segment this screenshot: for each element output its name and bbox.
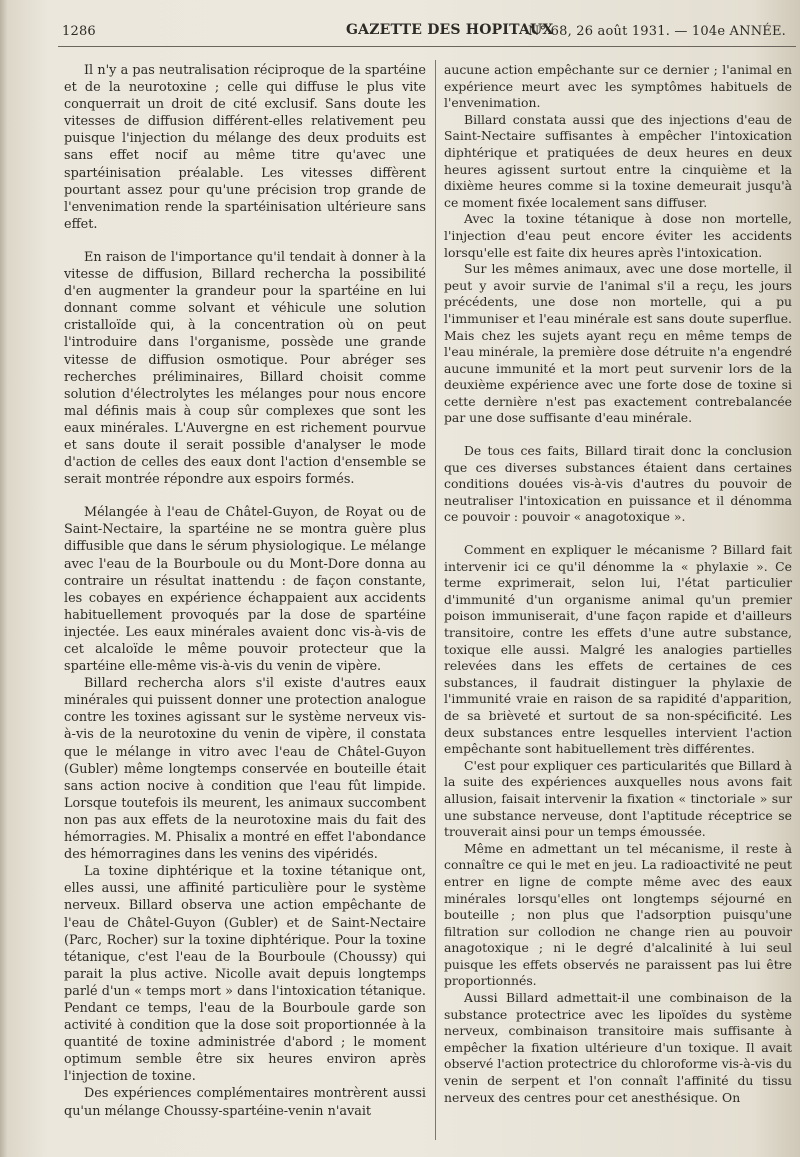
paragraph: Aussi Billard admettait-il une combinaison de la substance protectrice avec les lipoïdes du système nerveux, combinaison transitoire mais suffisante à empêcher la fixation ultérieure d'un toxique. Il avait observé l'action protectrice du chloroforme vis-à-vis du venin de serpent et l'on connaît l'affinité du tissu nerveux des centres pour cet anesthésique. On <box>444 990 792 1105</box>
header-rule <box>58 46 796 47</box>
page-number: 1286 <box>62 24 96 39</box>
paragraph: Mélangée à l'eau de Châtel-Guyon, de Royat ou de Saint-Nectaire, la spartéine ne se montra guère plus diffusible que dans le sérum physiologique. Le mélange avec l'eau de la Bourboule ou du Mont-Dore donna au contraire un résultat inattendu : de façon constante, les cobayes en expérience échappaient aux accidents habituellement provoqués par la dose de spartéine injectée. Les eaux minérales avaient donc vis-à-vis de cet alcaloïde le même pouvoir protecteur que la spartéine elle-même vis-à-vis du venin de vipère. <box>64 505 426 675</box>
paragraph: En raison de l'importance qu'il tendait à donner à la vitesse de diffusion, Billard rechercha la possibilité d'en augmenter la grandeur pour la spartéine en lui donnant comme solvant et véhicule une solution cristalloïde qui, à la concentration où on peut l'introduire dans l'organisme, possède une grande vitesse de diffusion osmotique. Pour abréger ses recherches préliminaires, Billard choisit comme solution d'électrolytes les mélanges pour nous encore mal définis mais à coup sûr complexes que sont les eaux minérales. L'Auvergne en est richement pourvue et sans doute il serait possible d'analyser le mode d'action de celles des eaux dont l'action d'ensemble se serait montrée répondre aux espoirs formés. <box>64 249 426 488</box>
paragraph: C'est pour expliquer ces particularités que Billard à la suite des expériences auxquelles nous avons fait allusion, faisait intervenir la fixation « tinctoriale » sur une substance nerveuse, dont l'aptitude réceptrice se trouverait ainsi pour un temps émoussée. <box>444 757 792 840</box>
paragraph: Billard constata aussi que des injections d'eau de Saint-Nectaire suffisantes à empêcher l'intoxication diphtérique et pratiquées de deux heures en deux heures agissent surtout entre la cinquième et la dixième heures comme si la toxine demeurait jusqu'à ce moment fixée localement sans diffuser. <box>444 111 792 210</box>
paragraph: Comment en expliquer le mécanisme ? Billard fait intervenir ici ce qu'il dénomme la « phylaxie ». Ce terme exprimerait, selon lui, l'état particulier d'immunité d'un organisme animal qu'un premier poison immuniserait, d'une façon rapide et d'ailleurs transitoire, contre les effets d'une autre substance, toxique elle aussi. Malgré les analogies partielles relevées dans les effets de certaines de ces substances, il faudrait distinguer la phylaxie de l'immunité vraie en raison de sa rapidité d'apparition, de sa brièveté et surtout de sa non-spécificité. Les deux substances entre lesquelles intervient l'action empêchante sont habituellement très différentes. <box>444 542 792 757</box>
page-binding-edge <box>0 0 8 1157</box>
paragraph: Des expériences complémentaires montrèrent aussi qu'un mélange Choussy-spartéine-venin n'avait <box>64 1086 426 1119</box>
paragraph: aucune action empêchante sur ce dernier ; l'animal en expérience meurt avec les symptômes habituels de l'envenimation. <box>444 62 792 111</box>
paragraph: Même en admettant un tel mécanisme, il reste à connaître ce qui le met en jeu. La radioactivité ne peut entrer en ligne de compte même avec des eaux minérales lorsqu'elles ont longtemps séjourné en bouteille ; non plus que l'adsorption puisqu'une filtration sur collodion ne change rien au pouvoir anagotoxique ; ni le degré d'alcalinité à lui seul puisque les effets observés ne paraissent pas lui être proportionnés. <box>444 840 792 989</box>
paragraph: De tous ces faits, Billard tirait donc la conclusion que ces diverses substances étaient dans certaines conditions douées vis-à-vis d'autres du pouvoir de neutraliser l'intoxication en puissance et il dénomma ce pouvoir : pouvoir « anagotoxique ». <box>444 443 792 525</box>
paragraph: La toxine diphtérique et la toxine tétanique ont, elles aussi, une affinité particulière pour le système nerveux. Billard observa une action empêchante de l'eau de Châtel-Guyon (Gubler) et de Saint-Nectaire (Parc, Rocher) sur la toxine diphtérique. Pour la toxine tétanique, c'est l'eau de la Bourboule (Choussy) qui parait la plus active. Nicolle avait depuis longtemps parlé d'un « temps mort » dans l'intoxication tétanique. Pendant ce temps, l'eau de la Bourboule garde son activité à condition que la dose soit proportionnée à la quantité de toxine administrée d'abord ; le moment optimum semble être six heures environ après l'injection de toxine. <box>64 864 426 1085</box>
paragraph: Avec la toxine tétanique à dose non mortelle, l'injection d'eau peut encore éviter les accidents lorsqu'elle est faite dix heures après l'intoxication. <box>444 211 792 260</box>
paragraph: Sur les mêmes animaux, avec une dose mortelle, il peut y avoir survie de l'animal s'il a reçu, les jours précédents, une dose non mortelle, qui a pu l'immuniser et l'eau minérale est sans doute superflue. Mais chez les sujets ayant reçu en même temps de l'eau minérale, la première dose détruite n'a engendré aucune immunité et la mort peut survenir lors de la deuxième expérience avec une forte dose de toxine si cette dernière n'est pas exactement contrebalancée par une dose suffisante d'eau minérale. <box>444 261 792 426</box>
journal-title: GAZETTE DES HOPITAUX <box>346 22 554 38</box>
paragraph: Il n'y a pas neutralisation réciproque de la spartéine et de la neurotoxine ; celle qui diffuse le plus vite conquerrait un droit de cité exclusif. Sans doute les vitesses de diffusion différent-elles relativement peu puisque l'injection du mélange des deux produits est sans effet nocif au même titre qu'avec une spartéinisation préalable. Les vitesses diffèrent pourtant assez pour qu'une précision trop grande de l'envenimation rende la spartéinisation ultérieure sans effet. <box>64 63 426 232</box>
right-column <box>444 62 792 1106</box>
page-header <box>62 22 786 44</box>
left-column <box>64 62 426 1120</box>
paragraph: Billard rechercha alors s'il existe d'autres eaux minérales qui puissent donner une protection analogue contre les toxines agissant sur le système nerveux vis-à-vis de la neurotoxine du venin de vipère, il constata que le mélange in vitro avec l'eau de Châtel-Guyon (Gubler) même longtemps conservée en bouteille était sans action nocive à condition que l'eau fût limpide. Lorsque toutefois ils meurent, les animaux succombent non pas aux effets de la neurotoxine mais du fait des hémorragies. M. Phisalix a montré en effet l'abondance des hémorragines dans les venins des vipéridés. <box>64 676 426 863</box>
issue-info: N° 68, 26 août 1931. — 104e ANNÉE. <box>528 24 786 39</box>
column-divider <box>435 60 436 1140</box>
